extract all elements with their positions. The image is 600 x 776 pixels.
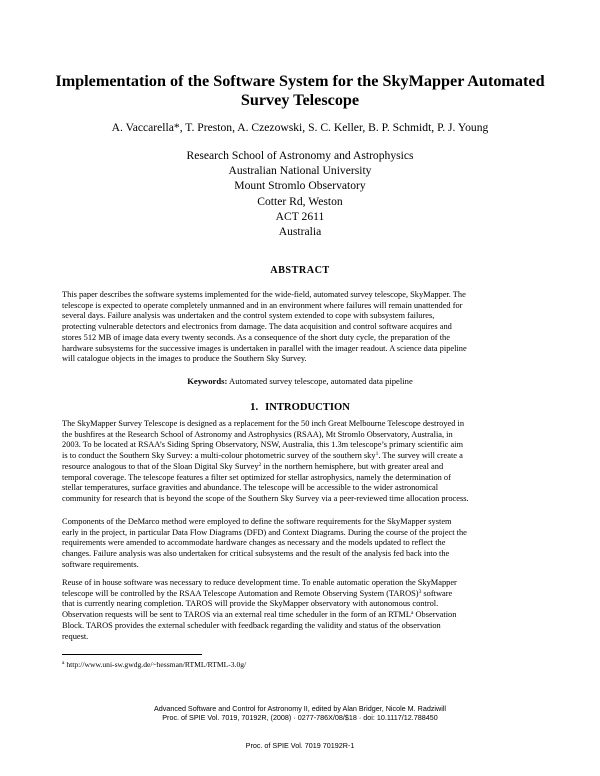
paragraph-line: stellar temperatures, surface gravities and abundance. The telescope will be accessible to the wider astronomical bbox=[62, 483, 439, 493]
paragraph-line: changes. Failure analysis was also undertaken for critical subsystems and the result of the analysis fed back into the bbox=[62, 549, 450, 559]
keywords-line bbox=[40, 376, 560, 386]
paragraph-line: temporal coverage. The telescope features a filter set optimized for stellar astrophysics, namely the determination of bbox=[62, 472, 451, 482]
paragraph-line: community for research that is beyond the scope of the Southern Sky Survey via a peer-reviewed time allocation process. bbox=[62, 493, 469, 503]
paragraph-line: 2003. To be located at RSAA’s Siding Spring Observatory, NSW, Australia, this 1.3m telescope’s primary scientific aim bbox=[62, 440, 464, 450]
section-title: INTRODUCTION bbox=[265, 402, 350, 413]
citation-3: 3 bbox=[418, 588, 422, 595]
abstract-line: telescope is expected to operate completely unmanned and in an environment where failures will remain unattended for bbox=[62, 300, 463, 310]
affiliation-line: Research School of Astronomy and Astrophysics bbox=[186, 149, 414, 162]
abstract-line: protecting vulnerable detectors and electronics from damage. The data acquisition and control software acquires and bbox=[62, 322, 452, 332]
abstract-line: several days. Failure analysis was undertaken and the control system extended to cope with subsystem failures, bbox=[62, 311, 435, 321]
intro-paragraph-1 bbox=[62, 419, 540, 505]
paragraph-line: request. bbox=[62, 631, 89, 641]
paragraph-line: Block. TAROS provides the external scheduler with feedback regarding the validity and status of the observation bbox=[62, 620, 441, 630]
paragraph-line: that is currently nearing completion. TAROS will provide the SkyMapper observatory with autonomous control. bbox=[62, 599, 439, 609]
intro-paragraph-2 bbox=[62, 517, 540, 571]
paragraph-line: the bushfires at the Research School of Astronomy and Astrophysics (RSAA), Mt Stromlo Observatory, Australia, in bbox=[62, 429, 453, 439]
footnote bbox=[62, 660, 246, 669]
citation-2: 2 bbox=[258, 461, 262, 468]
affiliation-line: Cotter Rd, Weston bbox=[257, 194, 343, 208]
paragraph-line: is to conduct the Southern Sky Survey: a multi-colour photometric survey of the southern sky$^1$. The survey will create a bbox=[62, 451, 463, 461]
affiliation-line: Australian National University bbox=[228, 164, 372, 178]
page-number-footer: Proc. of SPIE Vol. 7019 70192R-1 bbox=[245, 741, 355, 750]
affiliation-block bbox=[100, 148, 500, 239]
paragraph-line: Components of the DeMarco method were employed to define the software requirements for the SkyMapper system bbox=[62, 517, 452, 526]
paragraph-line: Observation requests will be sent to TAROS via an external real time scheduler in the form of an RTML$^a$ Observation bbox=[62, 610, 457, 620]
section-heading-introduction bbox=[40, 402, 560, 413]
paragraph-line: early in the project, in particular Data Flow Diagrams (DFD) and Context Diagrams. During the course of the project the bbox=[62, 527, 467, 537]
footnote-url[interactable]: http://www.uni-sw.gwdg.de/~hessman/RTML/RTML-3.0g/ bbox=[66, 660, 247, 669]
keywords-label: Keywords: bbox=[187, 376, 228, 386]
paragraph-line: resource analogous to that of the Sloan Digital Sky Survey$^2$ in the northern hemisphere, but with greater areal and bbox=[62, 461, 444, 471]
affiliation-line: Mount Stromlo Observatory bbox=[234, 179, 366, 193]
paragraph-line: requirements were amended to accommodate hardware changes as necessary and the models updated to reflect the bbox=[62, 538, 446, 548]
publication-footer bbox=[0, 704, 600, 723]
affiliation-line: ACT 2611 bbox=[275, 209, 325, 223]
abstract-line: stores 512 MB of image data every twenty seconds. As a consequence of the short duty cycle, the preparation of the bbox=[62, 332, 450, 342]
section-number: 1. bbox=[250, 402, 259, 413]
footer-line-2: Proc. of SPIE Vol. 7019, 70192R, (2008) · 0277-786X/08/$18 · doi: 10.1117/12.788450 bbox=[162, 713, 438, 723]
affiliation-line: Australia bbox=[278, 225, 322, 239]
paragraph-line: software requirements. bbox=[62, 559, 139, 569]
footnote-divider bbox=[62, 654, 202, 655]
paragraph-line: telescope will be controlled by the RSAA Telescope Automation and Remote Observing System (TAROS)$^3$ software bbox=[62, 588, 453, 598]
paper-title bbox=[40, 72, 560, 110]
keywords-text: Automated survey telescope, automated data pipeline bbox=[229, 376, 413, 386]
abstract-text bbox=[62, 290, 540, 365]
intro-paragraph-3 bbox=[62, 578, 540, 642]
paragraph-line: The SkyMapper Survey Telescope is designed as a replacement for the 50 inch Great Melbourne Telescope destroyed in bbox=[62, 419, 465, 428]
footnote-mark: a bbox=[62, 660, 65, 666]
title-line-1: Implementation of the Software System for the SkyMapper Automated bbox=[55, 72, 545, 90]
abstract-line: This paper describes the software systems implemented for the wide-field, automated survey telescope, SkyMapper. The bbox=[62, 290, 466, 299]
abstract-heading: ABSTRACT bbox=[270, 265, 330, 276]
citation-1: 1 bbox=[375, 451, 379, 458]
paragraph-line: Reuse of in house software was necessary to reduce development time. To enable automatic operation the SkyMapper bbox=[62, 578, 457, 587]
abstract-line: hardware subsystems for the successive images is undertaken in parallel with the imager readout. A science data pipeline bbox=[62, 343, 467, 353]
footer-line-1: Advanced Software and Control for Astronomy II, edited by Alan Bridger, Nicole M. Radziwill bbox=[153, 704, 447, 713]
abstract-line: will catalogue objects in the images to produce the Southern Sky Survey. bbox=[62, 354, 307, 364]
footnote-marker: a bbox=[410, 610, 414, 617]
title-line-2: Survey Telescope bbox=[240, 91, 360, 109]
author-list: A. Vaccarella*, T. Preston, A. Czezowski, S. C. Keller, B. P. Schmidt, P. J. Young bbox=[111, 121, 489, 134]
